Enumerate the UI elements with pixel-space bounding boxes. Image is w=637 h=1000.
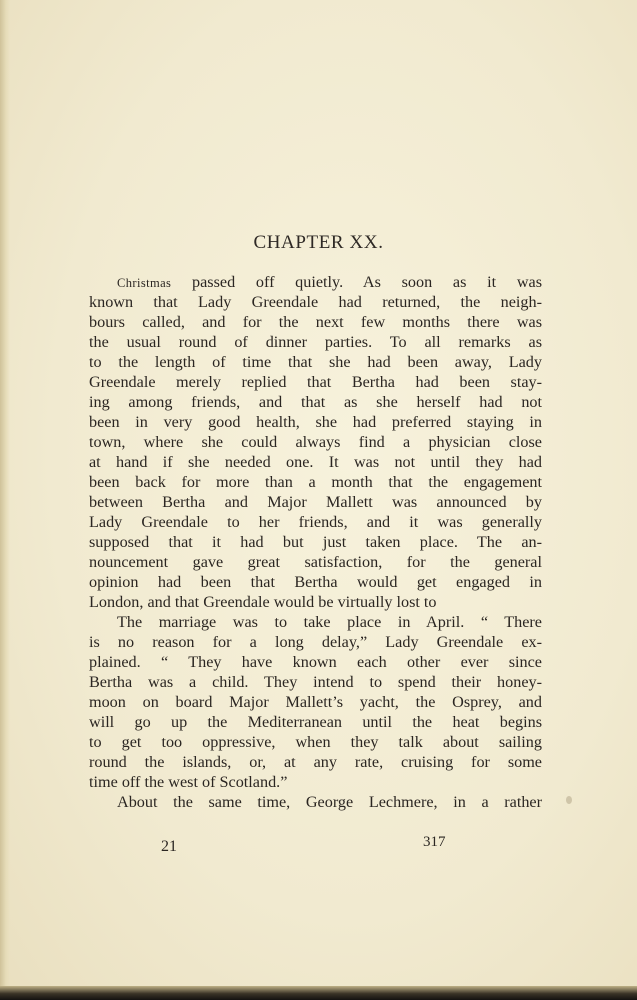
paragraph-1-last-line: London, and that Greendale would be virtually lost to [89,593,437,611]
small-caps-word: Christmas [117,276,172,290]
paragraph-1-line: between Bertha and Major Mallett was announced by [89,493,542,511]
body-text [89,272,542,812]
paragraph-1-line: ing among friends, and that as she herself had not [89,393,542,411]
paragraph-1-line: supposed that it had but just taken place. The an- [89,533,542,551]
page-left-edge-shadow [0,0,10,1000]
paragraph-2-line: Bertha was a child. They intend to spend their honey- [89,673,542,691]
paragraph-1-line: Lady Greendale to her friends, and it was generally [89,513,542,531]
paragraph-2-line: is no reason for a long delay,” Lady Greendale ex- [89,633,542,651]
paragraph-3-line: About the same time, George Lechmere, in a rather [117,793,542,811]
paragraph-1-line: been back for more than a month that the engagement [89,473,542,491]
paragraph-1-line: town, where she could always find a physician close [89,433,542,451]
signature-mark: 21 [161,838,177,855]
paragraph-2-last-line: time off the west of Scotland.” [89,773,288,791]
paragraph-1-line: at hand if she needed one. It was not until they had [89,453,542,471]
paragraph-2-line: The marriage was to take place in April. “ There [117,613,542,631]
paper-speck [566,796,572,804]
paragraph-1-line: the usual round of dinner parties. To all remarks as [89,333,542,351]
paragraph-1-line: bours called, and for the next few months there was [89,313,542,331]
paragraph-1-line: opinion had been that Bertha would get engaged in [89,573,542,591]
paragraph-2-line: round the islands, or, at any rate, cruising for some [89,753,542,771]
page-number: 317 [423,834,446,850]
paragraph-2-line: to get too oppressive, when they talk about sailing [89,733,542,751]
paragraph-2-line: plained. “ They have known each other ever since [89,653,542,671]
paragraph-2-line: moon on board Major Mallett’s yacht, the Osprey, and [89,693,542,711]
page-bottom-edge-shadow [0,986,637,1000]
chapter-heading: CHAPTER XX. [253,232,384,253]
paragraph-1-line: to the length of time that she had been away, Lady [89,353,542,371]
paragraph-1-line-1: Christmas passed off quietly. As soon as it was [117,273,542,291]
paragraph-1-line: known that Lady Greendale had returned, the neigh- [89,293,542,311]
paragraph-1-line: nouncement gave great satisfaction, for the general [89,553,542,571]
paragraph-2-line: will go up the Mediterranean until the heat begins [89,713,542,731]
paragraph-1-line: been in very good health, she had preferred staying in [89,413,542,431]
paragraph-1-line: Greendale merely replied that Bertha had been stay- [89,373,542,391]
